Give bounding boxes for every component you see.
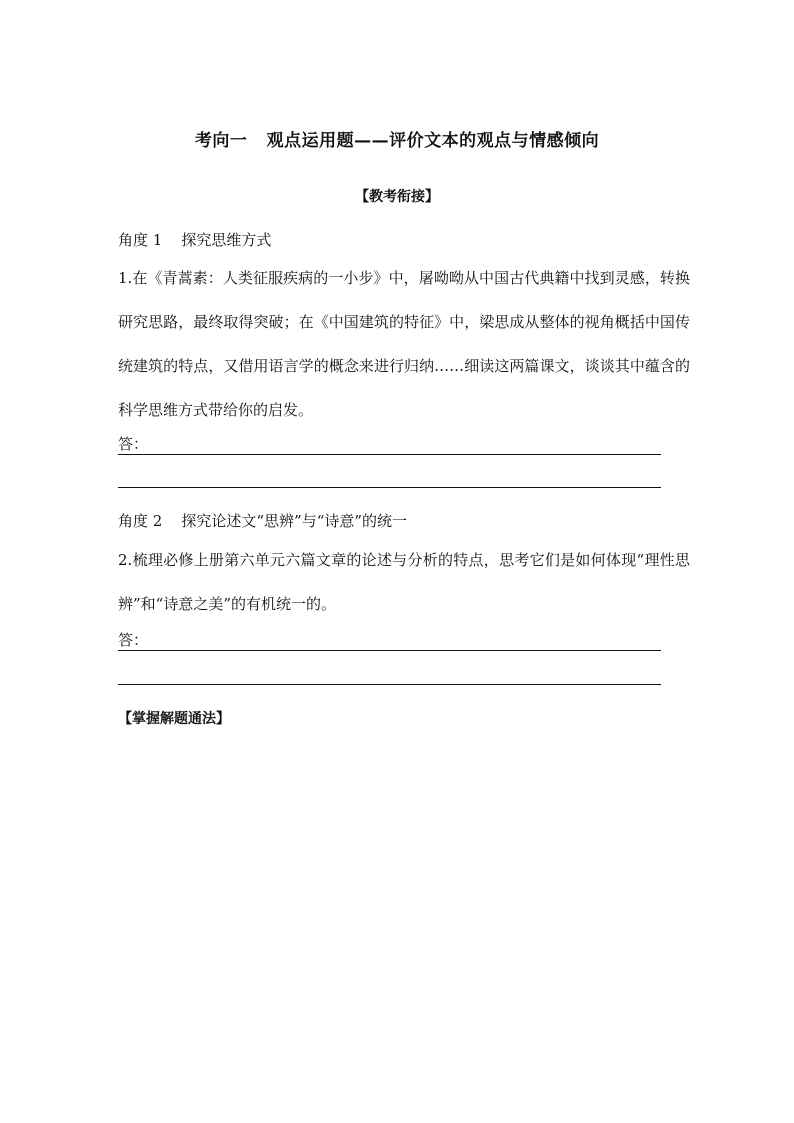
answer-1-extra-line[interactable] bbox=[118, 487, 661, 488]
answer-1-line[interactable] bbox=[118, 434, 661, 455]
answer-2-label: 答： bbox=[118, 631, 149, 649]
method-heading: 【掌握解题通法】 bbox=[118, 711, 230, 727]
question-1-text: 1.在《青蒿素：人类征服疾病的一小步》中，屠呦呦从中国古代典籍中找到灵感，转换研究思路，最终取得突破；在《中国建筑的特征》中，梁思成从整体的视角概括中国传统建筑的特点，又借用语言学的概念来进行归纳……细读这两篇课文，谈谈其中蕴含的科学思维方式带给你的启发。 bbox=[118, 269, 690, 419]
angle-2-heading: 角度 2 探究论述文“思辨”与“诗意”的统一 bbox=[118, 512, 408, 530]
section-subheading: 【教考衔接】 bbox=[355, 189, 439, 205]
page-title: 考向一 观点运用题——评价文本的观点与情感倾向 bbox=[194, 131, 600, 151]
question-2-text: 2.梳理必修上册第六单元六篇文章的论述与分析的特点，思考它们是如何体现“理性思辨”和“诗意之美”的有机统一的。 bbox=[118, 551, 690, 613]
answer-2-extra-line[interactable] bbox=[118, 684, 661, 685]
answer-1-label: 答： bbox=[118, 435, 149, 453]
angle-1-heading: 角度 1 探究思维方式 bbox=[118, 231, 272, 249]
answer-2-line[interactable] bbox=[118, 630, 661, 651]
